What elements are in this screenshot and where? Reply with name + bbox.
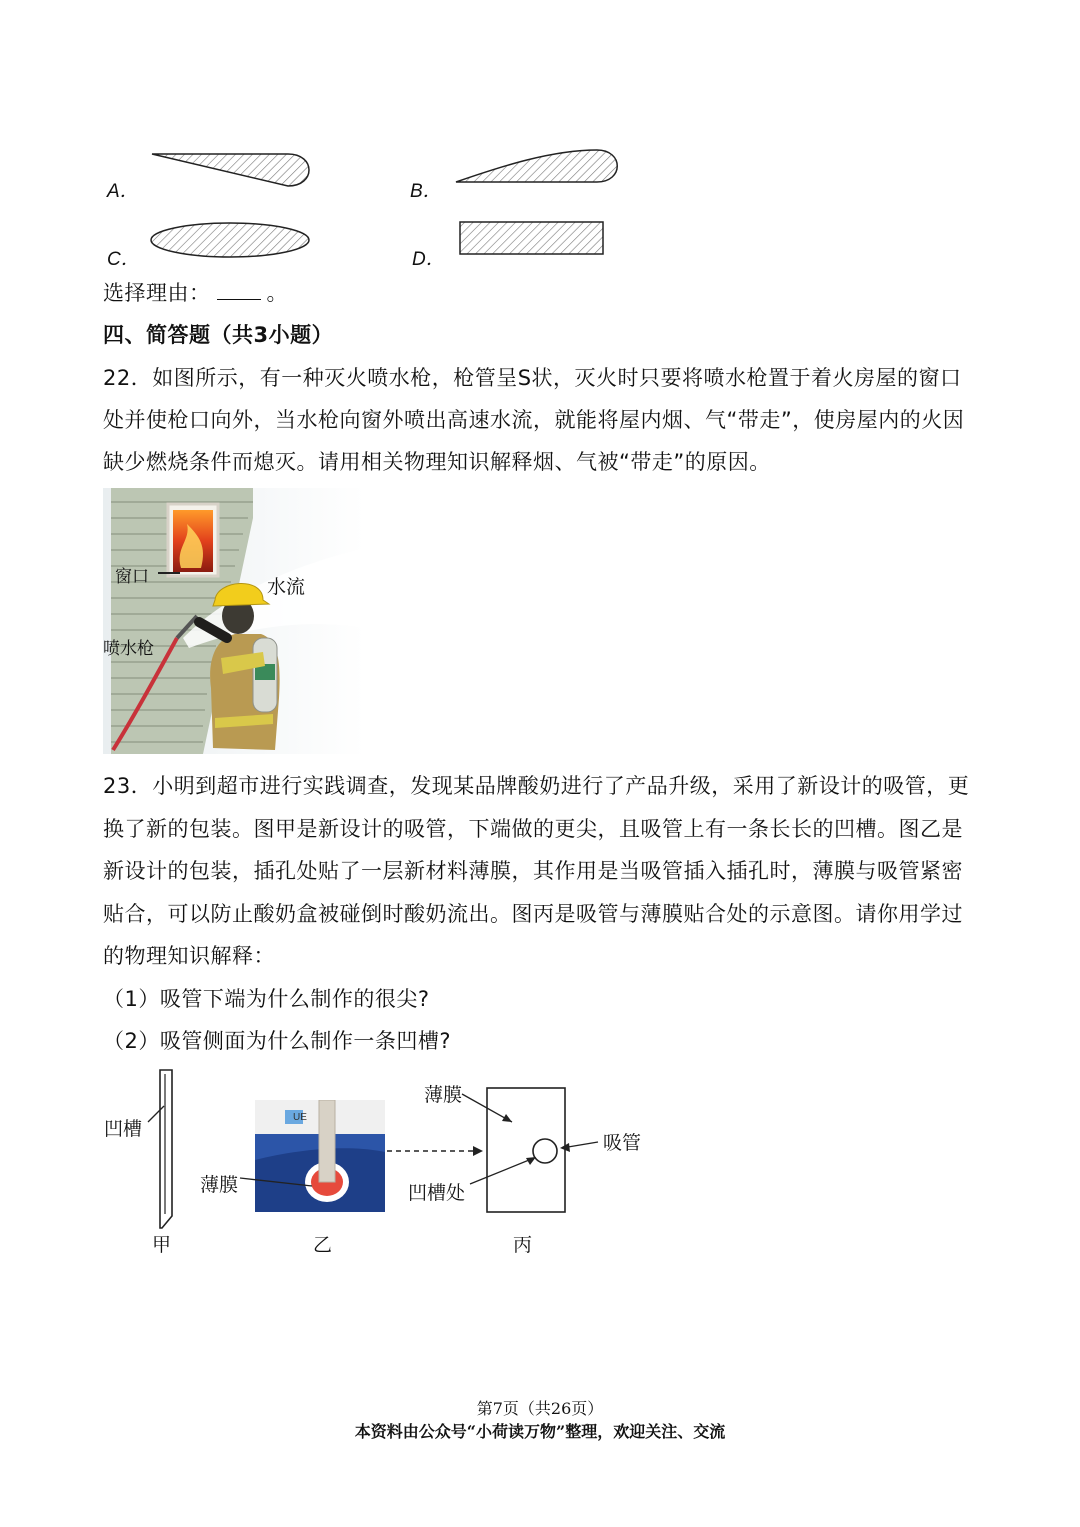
water-flow-label: 水流	[267, 576, 306, 598]
q23-line-2: 换了新的包装。图甲是新设计的吸管，下端做的更尖，且吸管上有一条长长的凹槽。图乙是	[103, 817, 963, 841]
spray-gun-label: 喷水枪	[103, 639, 154, 659]
q23-line-3: 新设计的包装，插孔处贴了一层新材料薄膜，其作用是当吸管插入插孔时，薄膜与吸管紧密	[103, 859, 963, 883]
q23-line-4: 贴合，可以防止酸奶盒被碰倒时酸奶流出。图丙是吸管与薄膜贴合处的示意图。请你用学过	[103, 902, 963, 926]
film-label-yi: 薄膜	[200, 1174, 239, 1196]
option-a-airfoil-shape	[148, 148, 318, 192]
option-a-label: A．	[107, 181, 139, 202]
section-heading: 四、简答题（共3小题）	[103, 323, 334, 347]
option-d-rectangle-shape	[458, 220, 606, 258]
yogurt-package-photo	[255, 1100, 385, 1212]
option-c-label: C．	[107, 249, 140, 270]
q23-line-1: 23．小明到超市进行实践调查，发现某品牌酸奶进行了产品升级，采用了新设计的吸管，更	[103, 774, 970, 798]
straw-diagram-jia	[100, 1066, 190, 1231]
firefighter-photo	[103, 488, 365, 754]
q23-sub-question-1: （1）吸管下端为什么制作的很尖?	[103, 987, 430, 1011]
film-pointer-yi	[236, 1170, 316, 1190]
option-d-label: D．	[412, 249, 445, 270]
choice-reason-line: 选择理由： 。	[103, 281, 288, 305]
figure-bing-caption: 丙	[513, 1234, 533, 1256]
straw-label: 吸管	[603, 1132, 642, 1154]
answer-blank	[217, 279, 261, 300]
figure-jia-caption: 甲	[152, 1234, 172, 1256]
q22-line-2: 处并使枪口向外，当水枪向窗外喷出高速水流，就能将屋内烟、气“带走”，使房屋内的火因	[103, 408, 965, 432]
film-label-bing: 薄膜	[424, 1084, 463, 1106]
window-label: 窗口	[115, 567, 149, 587]
source-note: 本资料由公众号“小荷读万物”整理，欢迎关注、交流	[354, 1422, 726, 1441]
groove-place-label: 凹槽处	[408, 1182, 466, 1204]
firefighter-photo-drawing	[103, 488, 365, 754]
q23-sub-question-2: （2）吸管侧面为什么制作一条凹槽?	[103, 1029, 452, 1053]
choice-reason-label: 选择理由：	[103, 281, 211, 305]
q23-line-5: 的物理知识解释：	[103, 944, 275, 968]
option-b-label: B．	[410, 181, 442, 202]
yogurt-package-drawing	[255, 1100, 385, 1212]
groove-label: 凹槽	[104, 1118, 143, 1140]
option-c-ellipse-shape	[148, 220, 314, 262]
option-b-airfoil-shape	[452, 144, 627, 188]
q22-line-3: 缺少燃烧条件而熄灭。请用相关物理知识解释烟、气被“带走”的原因。	[103, 450, 771, 474]
page-number: 第7页（共26页）	[476, 1399, 604, 1418]
window-pointer-line	[158, 572, 180, 574]
q22-line-1: 22．如图所示，有一种灭火喷水枪，枪管呈S状，灭火时只要将喷水枪置于着火房屋的窗口	[103, 366, 962, 390]
carton-print-text: UE	[293, 1112, 307, 1123]
figure-yi-caption: 乙	[313, 1234, 333, 1256]
